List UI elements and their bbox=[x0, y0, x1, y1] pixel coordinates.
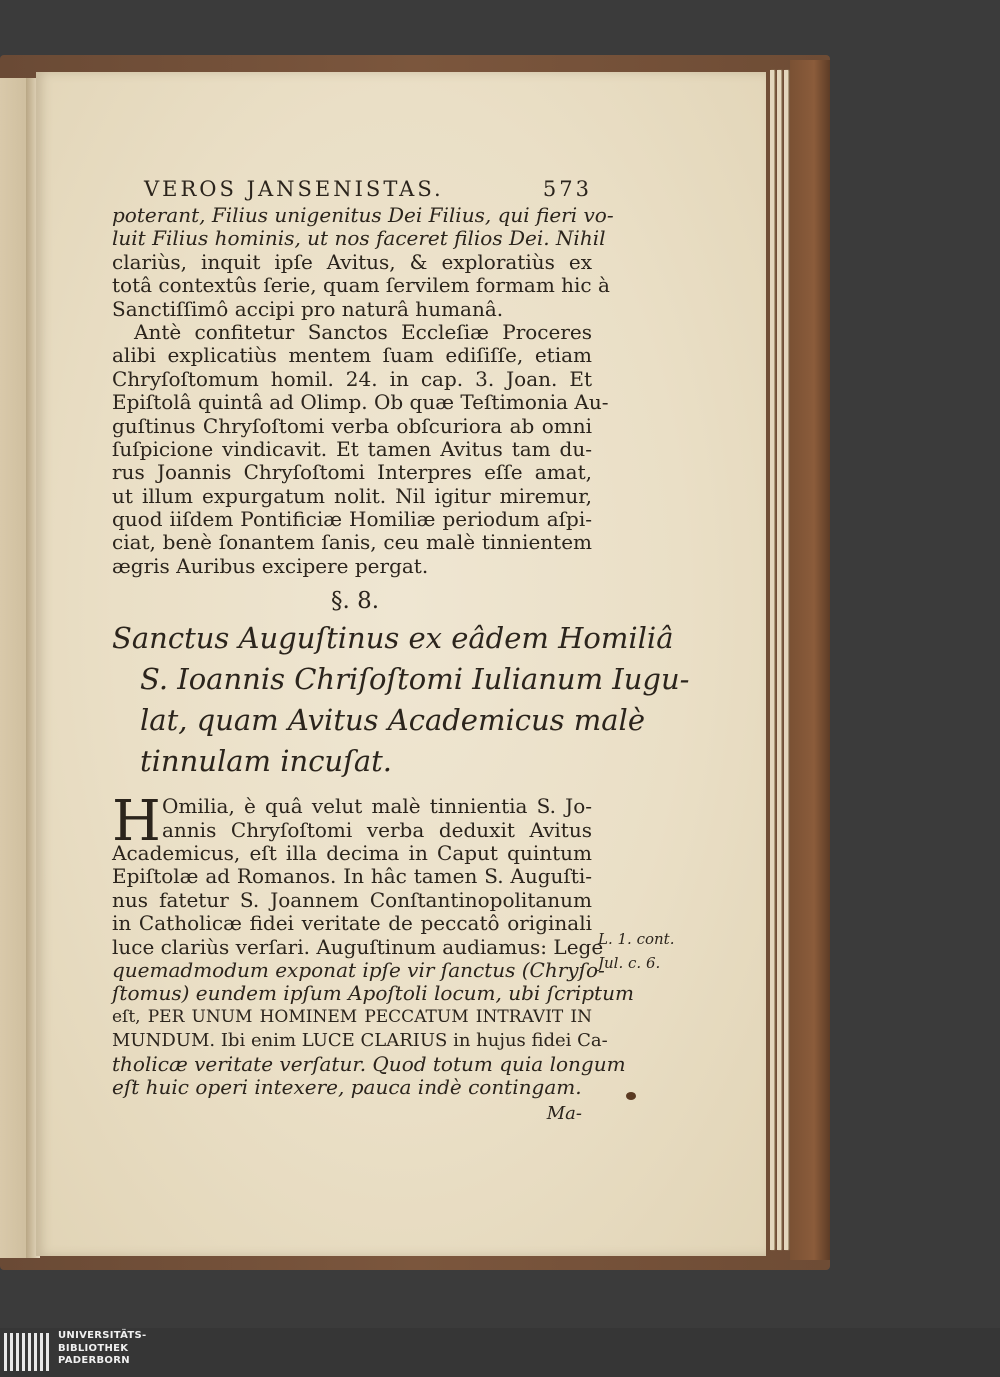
text-line: in Catholicæ fidei veritate de peccatô originali bbox=[112, 911, 592, 936]
text-line: Sanctiſſimô accipi pro naturâ humanâ. bbox=[112, 296, 504, 321]
page-edge bbox=[770, 70, 774, 1250]
text-line: ſtomus) eundem ipſum Apoſtoli locum, ubi ſcriptum bbox=[112, 981, 634, 1006]
text-line: tholicæ veritate verſatur. Quod totum quia longum bbox=[112, 1051, 626, 1076]
text-line: rus Joannis Chryſoſtomi Interpres eſſe amat, bbox=[112, 460, 592, 485]
ink-stain bbox=[626, 1092, 636, 1100]
text-line: Epiſtolæ ad Romanos. In hâc tamen S. Auguſti- bbox=[112, 864, 592, 889]
text-line: luce clariùs verſari. Auguſtinum audiamus: Lege bbox=[112, 934, 604, 959]
text-line: poterant, Filius unigenitus Dei Filius, qui fieri vo- bbox=[112, 203, 614, 227]
library-footer bbox=[0, 1328, 1000, 1377]
margin-note bbox=[598, 927, 674, 975]
library-name bbox=[58, 1330, 147, 1368]
running-head: VEROS JANSENISTAS. bbox=[144, 177, 444, 201]
text-line: quod iiſdem Pontificiæ Homiliæ periodum aſpi- bbox=[112, 507, 592, 532]
running-header bbox=[144, 174, 592, 204]
text-line: annis Chryſoſtomi verba deduxit Avitus bbox=[162, 817, 592, 842]
heading-line: tinnulam incuſat. bbox=[140, 744, 393, 779]
text-line: Omilia, è quâ velut malè tinnientia S. Jo- bbox=[162, 794, 592, 819]
text-line: Academicus, eſt illa decima in Caput quintum bbox=[112, 841, 592, 866]
margin-note-line: Jul. c. 6. bbox=[598, 954, 661, 972]
heading-line: lat, quam Avitus Academicus malè bbox=[140, 703, 645, 738]
margin-note-line: L. 1. cont. bbox=[598, 930, 675, 948]
text-line: alibi explicatiùs mentem ſuam ediſiſſe, etiam bbox=[112, 343, 592, 368]
book-cover-edge bbox=[790, 60, 830, 1260]
text-line: nus fatetur S. Joannem Conſtantinopolitanum bbox=[112, 887, 592, 912]
text-line: Chryſoſtomum homil. 24. in cap. 3. Joan. Et bbox=[112, 366, 592, 391]
page-edge bbox=[784, 70, 788, 1250]
text-line: Antè confitetur Sanctos Eccleſiæ Proceres bbox=[134, 319, 592, 344]
page-edge bbox=[777, 70, 781, 1250]
text-line: ægris Auribus excipere pergat. bbox=[112, 553, 429, 578]
heading-line: Sanctus Auguſtinus ex eâdem Homiliâ bbox=[112, 621, 674, 656]
text-line: Epiſtolâ quintâ ad Olimp. Ob quæ Teſtimonia Au- bbox=[112, 390, 609, 415]
page-number: 573 bbox=[542, 177, 592, 201]
text-line: guſtinus Chryſoſtomi verba obſcuriora ab omni bbox=[112, 413, 592, 438]
catchword: Ma- bbox=[546, 1103, 582, 1125]
library-name-line: PADERBORN bbox=[58, 1355, 130, 1366]
section-number: §. 8. bbox=[330, 588, 380, 615]
text-line: clariùs, inquit ipſe Avitus, & exploratiùs ex bbox=[112, 249, 592, 274]
text-line: luit Filius hominis, ut nos faceret filios Dei. Nihil bbox=[112, 226, 606, 251]
text-line: ſuſpicione vindicavit. Et tamen Avitus tam du- bbox=[112, 436, 592, 461]
text-line: eſt huic operi intexere, pauca indè contingam. bbox=[112, 1074, 582, 1099]
section-heading bbox=[112, 618, 690, 782]
text-line: ciat, benè ſonantem ſanis, ceu malè tinnientem bbox=[112, 530, 592, 555]
library-logo-icon bbox=[4, 1333, 52, 1371]
drop-cap: H bbox=[112, 789, 161, 855]
paragraph-1 bbox=[112, 203, 614, 578]
heading-line: S. Ioannis Chriſoſtomi Iulianum Iugu- bbox=[140, 662, 690, 697]
library-name-line: UNIVERSITÄTS- bbox=[58, 1330, 147, 1341]
text-line: eſt, PER UNUM HOMINEM PECCATUM INTRAVIT IN bbox=[112, 1006, 592, 1027]
text-line: quemadmodum exponat ipſe vir ſanctus (Chryſo- bbox=[112, 957, 605, 982]
text-line: MUNDUM. Ibi enim LUCE CLARIUS in hujus fidei Ca- bbox=[112, 1030, 608, 1052]
text-line: ut illum expurgatum nolit. Nil igitur miremur, bbox=[112, 483, 592, 508]
text-line: totâ contextûs ſerie, quam ſervilem formam hic à bbox=[112, 273, 610, 298]
library-name-line: BIBLIOTHEK bbox=[58, 1342, 129, 1354]
